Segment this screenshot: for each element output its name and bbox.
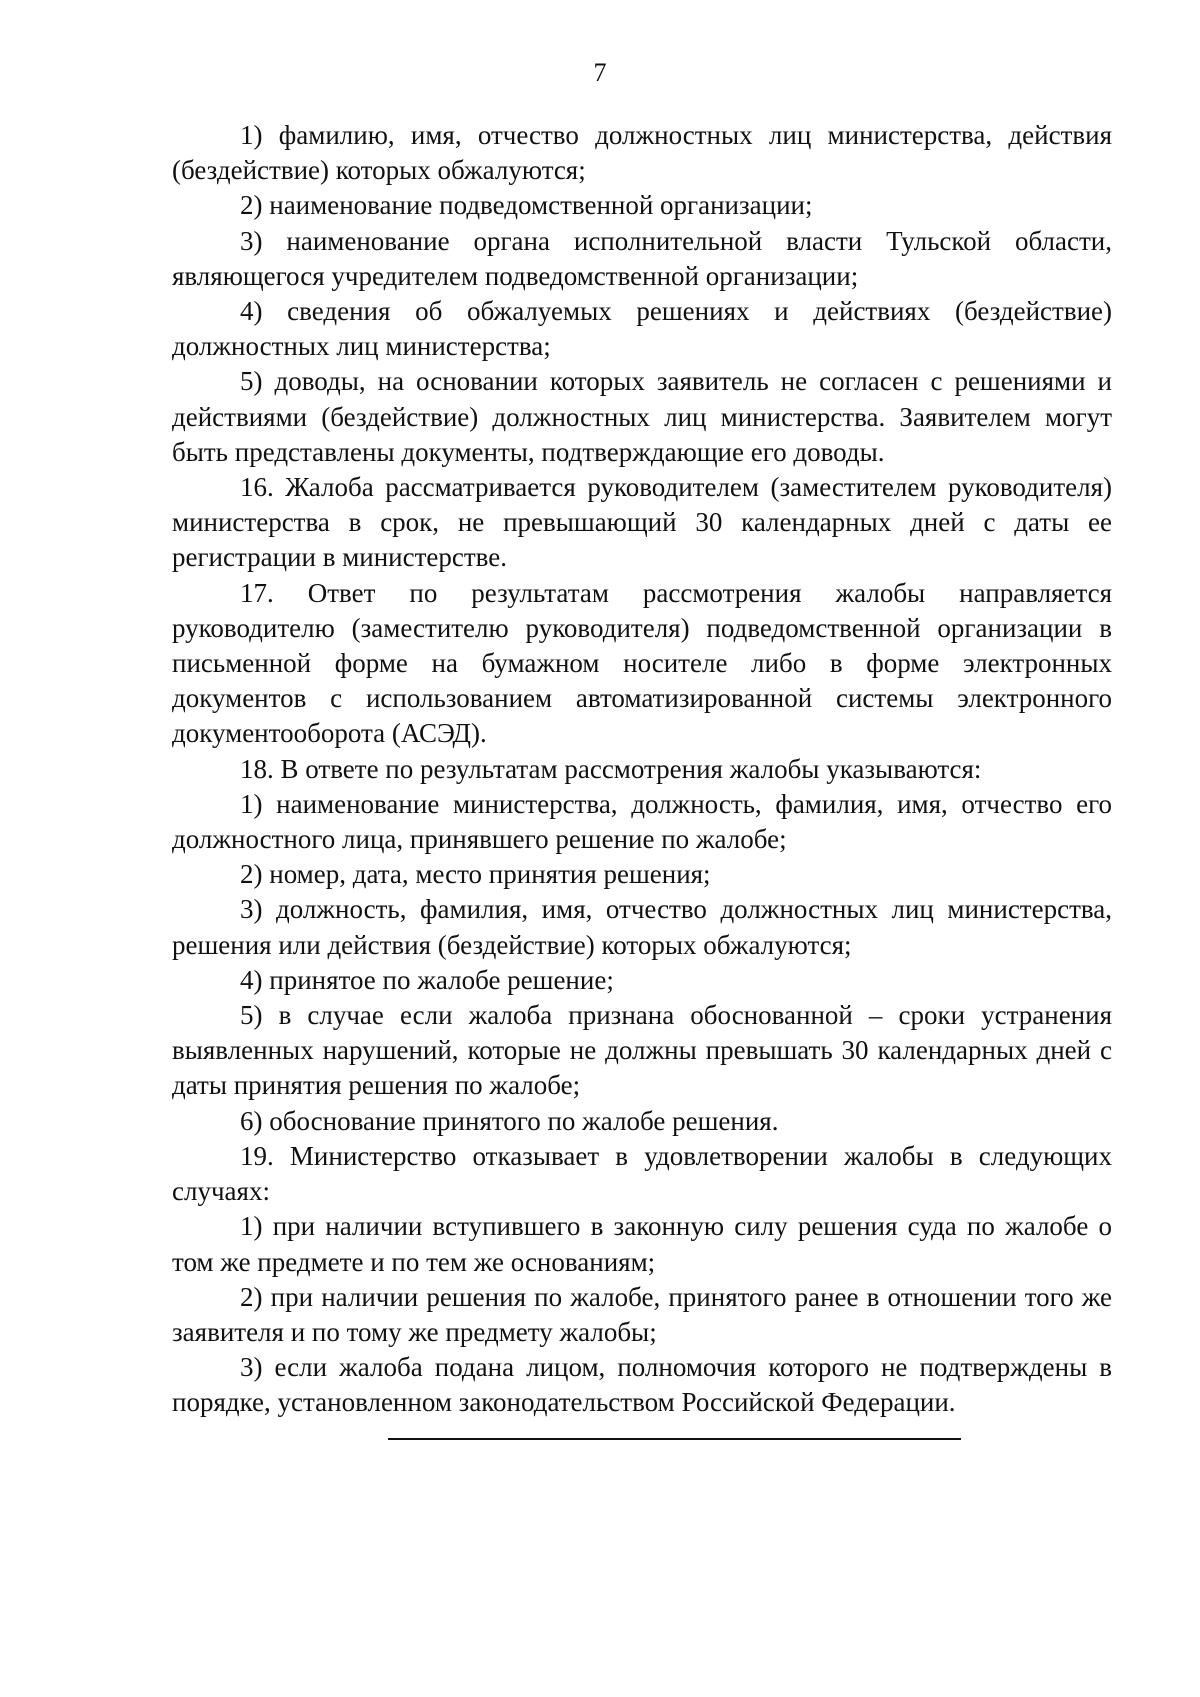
paragraph-section-17: 17. Ответ по результатам рассмотрения жалобы направляется руководителю (заместителю руководителя) подведомственной организации в письменной форме на бумажном носителе либо в форме электронных документов с использованием автоматизированной системы электронного документооборота (АСЭД). — [172, 577, 1112, 749]
paragraph-section-18-item-5: 5) в случае если жалоба признана обоснованной – сроки устранения выявленных нарушений, которые не должны превышать 30 календарных дней с даты принятия решения по жалобе; — [172, 1000, 1112, 1101]
paragraph-section-18: 18. В ответе по результатам рассмотрения жалобы указываются: — [240, 753, 982, 784]
paragraph-section-18-item-3: 3) должность, фамилия, имя, отчество должностных лиц министерства, решения или действия (бездействие) которых обжалуются; — [172, 894, 1112, 960]
paragraph-item-5: 5) доводы, на основании которых заявитель не согласен с решениями и действиями (бездействие) должностных лиц министерства. Заявителем могут быть представлены документы, подтверждающие его доводы. — [172, 366, 1112, 467]
paragraph-section-19-item-2: 2) при наличии решения по жалобе, принятого ранее в отношении того же заявителя и по тому же предмету жалобы; — [172, 1281, 1112, 1347]
paragraph-item-4: 4) сведения об обжалуемых решениях и действиях (бездействие) должностных лиц министерства; — [172, 296, 1112, 362]
paragraph-section-18-item-6: 6) обоснование принятого по жалобе решения. — [240, 1105, 779, 1136]
paragraph-item-1: 1) фамилию, имя, отчество должностных лиц министерства, действия (бездействие) которых обжалуются; — [172, 120, 1112, 186]
document-body — [172, 118, 1112, 1421]
end-divider-line — [388, 1438, 961, 1440]
paragraph-section-16: 16. Жалоба рассматривается руководителем (заместителем руководителя) министерства в срок, не превышающий 30 календарных дней с даты ее регистрации в министерстве. — [172, 472, 1112, 573]
paragraph-item-2: 2) наименование подведомственной организации; — [240, 190, 813, 221]
paragraph-section-18-item-4: 4) принятое по жалобе решение; — [240, 964, 614, 995]
paragraph-section-19: 19. Министерство отказывает в удовлетворении жалобы в следующих случаях: — [172, 1140, 1112, 1207]
paragraph-item-3: 3) наименование органа исполнительной власти Тульской области, являющегося учредителем подведомственной организации; — [172, 225, 1112, 291]
paragraph-section-19-item-1: 1) при наличии вступившего в законную силу решения суда по жалобе о том же предмете и по тем же основаниям; — [172, 1211, 1112, 1277]
paragraph-section-19-item-3: 3) если жалоба подана лицом, полномочия которого не подтверждены в порядке, установленном законодательством Российской Федерации. — [172, 1352, 1112, 1418]
paragraph-section-18-item-2: 2) номер, дата, место принятия решения; — [240, 859, 711, 890]
page-number: 7 — [593, 58, 607, 87]
paragraph-section-18-item-1: 1) наименование министерства, должность, фамилия, имя, отчество его должностного лица, принявшего решение по жалобе; — [172, 788, 1112, 855]
